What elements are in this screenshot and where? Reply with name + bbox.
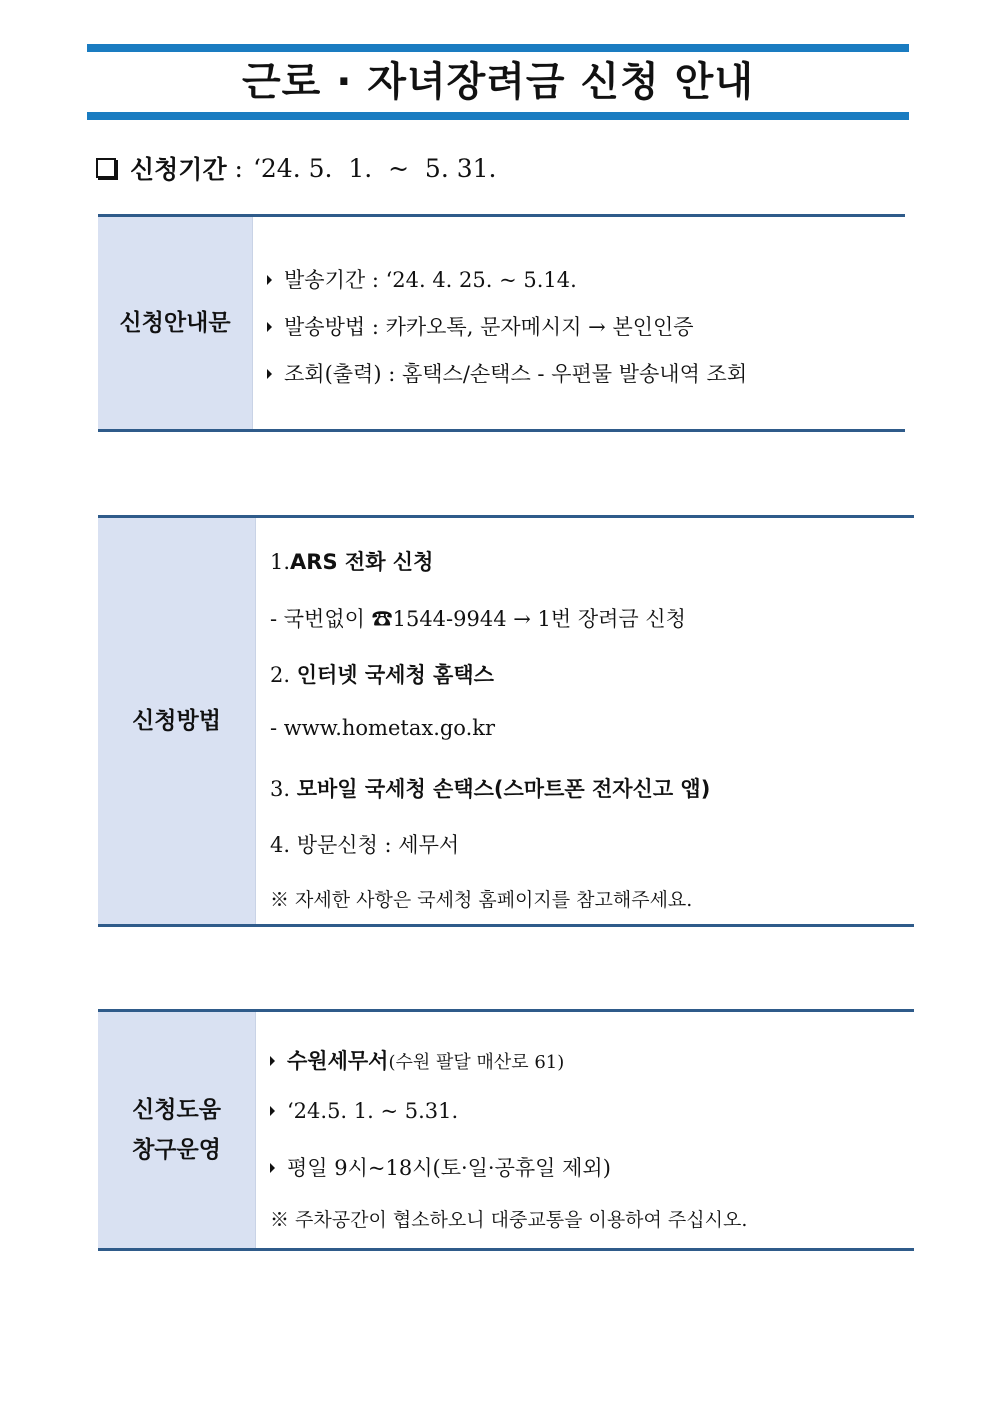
method-section: [98, 515, 914, 927]
office-address: (수원 팔달 매산로 61): [388, 1052, 565, 1073]
method-item-ars: 1.ARS 전화 신청: [270, 550, 434, 574]
title-top-bar: [87, 44, 909, 52]
notice-item: 발송방법 : 카카오톡, 문자메시지 → 본인인증: [267, 311, 694, 341]
help-label-line2: 창구운영: [132, 1137, 221, 1163]
bullet-icon: [267, 322, 272, 332]
bullet-icon: [270, 1106, 275, 1116]
bullet-icon: [267, 275, 272, 285]
method-item-visit: 4. 방문신청 : 세무서: [270, 833, 460, 857]
method-label: 신청방법: [98, 518, 256, 924]
telephone-icon: ☎: [371, 607, 393, 631]
notice-content: [253, 217, 905, 429]
help-dates: ‘24.5. 1. ~ 5.31.: [270, 1099, 458, 1123]
help-desk-content: [256, 1012, 914, 1248]
notice-section: [98, 214, 905, 432]
period-separator: :: [226, 153, 251, 183]
period-value: ‘24. 5. 1. ~ 5. 31.: [252, 153, 497, 183]
bullet-icon: [270, 1056, 275, 1066]
help-note: ※ 주차공간이 협소하오니 대중교통을 이용하여 주십시오.: [270, 1209, 748, 1231]
method-note: ※ 자세한 사항은 국세청 홈페이지를 참고해주세요.: [270, 889, 693, 911]
title-banner: [87, 44, 909, 120]
checkbox-icon: [96, 158, 116, 178]
help-hours: 평일 9시~18시(토·일·공휴일 제외): [270, 1152, 611, 1182]
help-office: [270, 1045, 564, 1075]
period-label: 신청기간: [130, 155, 227, 184]
bullet-icon: [270, 1163, 275, 1173]
help-label-line1: 신청도움: [132, 1097, 221, 1123]
method-hometax-url: - www.hometax.go.kr: [270, 716, 496, 740]
notice-item: 조회(출력) : 홈택스/손택스 - 우편물 발송내역 조회: [267, 358, 747, 388]
notice-item: 발송기간 : ‘24. 4. 25. ~ 5.14.: [267, 264, 577, 294]
method-item-sontax: 3. 모바일 국세청 손택스(스마트폰 전자신고 앱): [270, 777, 711, 801]
method-ars-detail: - 국번없이 ☎1544-9944 → 1번 장려금 신청: [270, 607, 686, 631]
method-content: [256, 518, 914, 924]
application-period: [96, 146, 496, 190]
title-bottom-bar: [87, 112, 909, 120]
help-desk-label: [98, 1012, 256, 1248]
bullet-icon: [267, 369, 272, 379]
help-desk-section: [98, 1009, 914, 1251]
office-name: 수원세무서: [287, 1049, 389, 1073]
method-item-hometax: 2. 인터넷 국세청 홈택스: [270, 663, 494, 687]
notice-label: 신청안내문: [98, 217, 253, 429]
page-title: 근로 · 자녀장려금 신청 안내: [242, 59, 754, 105]
